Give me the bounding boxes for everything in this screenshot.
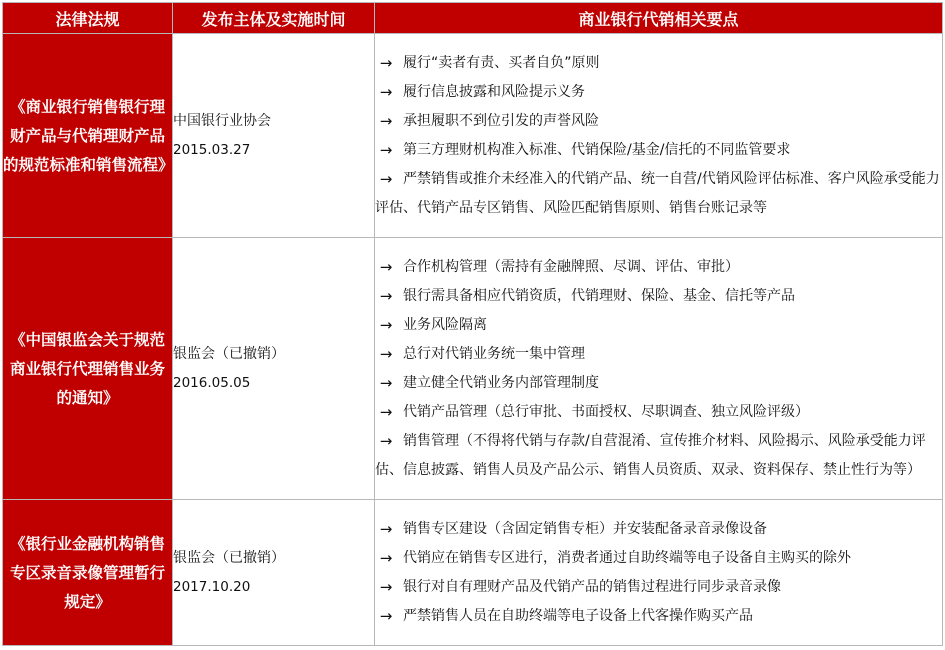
- points-list: [375, 253, 942, 485]
- points-cell: [375, 500, 943, 646]
- arrow-icon: →: [379, 373, 393, 392]
- list-item: → 销售专区建设（含固定销售专柜）并安装配备录音录像设备: [375, 515, 942, 544]
- arrow-icon: →: [379, 344, 393, 363]
- list-item: → 第三方理财机构准入标准、代销保险/基金/信托的不同监管要求: [375, 136, 942, 165]
- list-item: → 银行对自有理财产品及代销产品的销售过程进行同步录音录像: [375, 573, 942, 602]
- arrow-icon: →: [379, 169, 393, 188]
- list-item: → 销售管理（不得将代销与存款/自营混淆、宣传推介材料、风险揭示、风险承受能力评估、信息披露、销售人员及产品公示、销售人员资质、双录、资料保存、禁止性行为等）: [375, 427, 942, 485]
- list-item: → 履行信息披露和风险提示义务: [375, 78, 942, 107]
- list-item: → 严禁销售人员在自助终端等电子设备上代客操作购买产品: [375, 602, 942, 631]
- list-item: → 承担履职不到位引发的声誉风险: [375, 107, 942, 136]
- issuer-name: 中国银行业协会: [173, 112, 271, 129]
- list-item: → 严禁销售或推介未经准入的代销产品、统一自营/代销风险评估标准、客户风险承受能力评估、代销产品专区销售、风险匹配销售原则、销售台账记录等: [375, 165, 942, 223]
- arrow-icon: →: [379, 111, 393, 130]
- list-item: → 履行“卖者有责、买者自负”原则: [375, 49, 942, 78]
- points-cell: [375, 34, 943, 238]
- arrow-icon: →: [379, 140, 393, 159]
- arrow-icon: →: [379, 577, 393, 596]
- list-item: → 建立健全代销业务内部管理制度: [375, 369, 942, 398]
- arrow-icon: →: [379, 257, 393, 276]
- header-issuer: 发布主体及实施时间: [173, 3, 375, 34]
- issuer-cell: [173, 34, 375, 238]
- list-item: → 银行需具备相应代销资质，代销理财、保险、基金、信托等产品: [375, 282, 942, 311]
- list-item: → 代销产品管理（总行审批、书面授权、尽职调查、独立风险评级）: [375, 398, 942, 427]
- table-row: [3, 34, 943, 238]
- header-row: [3, 3, 943, 34]
- issuer-cell: [173, 500, 375, 646]
- law-name: 《商业银行销售银行理财产品与代销理财产品的规范标准和销售流程》: [3, 34, 173, 238]
- arrow-icon: →: [379, 519, 393, 538]
- header-law: 法律法规: [3, 3, 173, 34]
- arrow-icon: →: [379, 315, 393, 334]
- effective-date: 2017.10.20: [173, 578, 251, 595]
- issuer-name: 银监会（已撤销）: [173, 345, 285, 362]
- effective-date: 2015.03.27: [173, 141, 251, 158]
- arrow-icon: →: [379, 548, 393, 567]
- table-row: [3, 238, 943, 500]
- points-list: [375, 49, 942, 223]
- header-points: 商业银行代销相关要点: [375, 3, 943, 34]
- table-row: [3, 500, 943, 646]
- list-item: → 总行对代销业务统一集中管理: [375, 340, 942, 369]
- issuer-name: 银监会（已撤销）: [173, 549, 285, 566]
- list-item: → 业务风险隔离: [375, 311, 942, 340]
- list-item: → 合作机构管理（需持有金融牌照、尽调、评估、审批）: [375, 253, 942, 282]
- law-name: 《银行业金融机构销售专区录音录像管理暂行规定》: [3, 500, 173, 646]
- arrow-icon: →: [379, 82, 393, 101]
- points-list: [375, 515, 942, 631]
- regulation-table: [2, 2, 943, 646]
- arrow-icon: →: [379, 431, 393, 450]
- law-name: 《中国银监会关于规范商业银行代理销售业务的通知》: [3, 238, 173, 500]
- list-item: → 代销应在销售专区进行，消费者通过自助终端等电子设备自主购买的除外: [375, 544, 942, 573]
- arrow-icon: →: [379, 402, 393, 421]
- arrow-icon: →: [379, 53, 393, 72]
- arrow-icon: →: [379, 606, 393, 625]
- points-cell: [375, 238, 943, 500]
- effective-date: 2016.05.05: [173, 374, 251, 391]
- issuer-cell: [173, 238, 375, 500]
- arrow-icon: →: [379, 286, 393, 305]
